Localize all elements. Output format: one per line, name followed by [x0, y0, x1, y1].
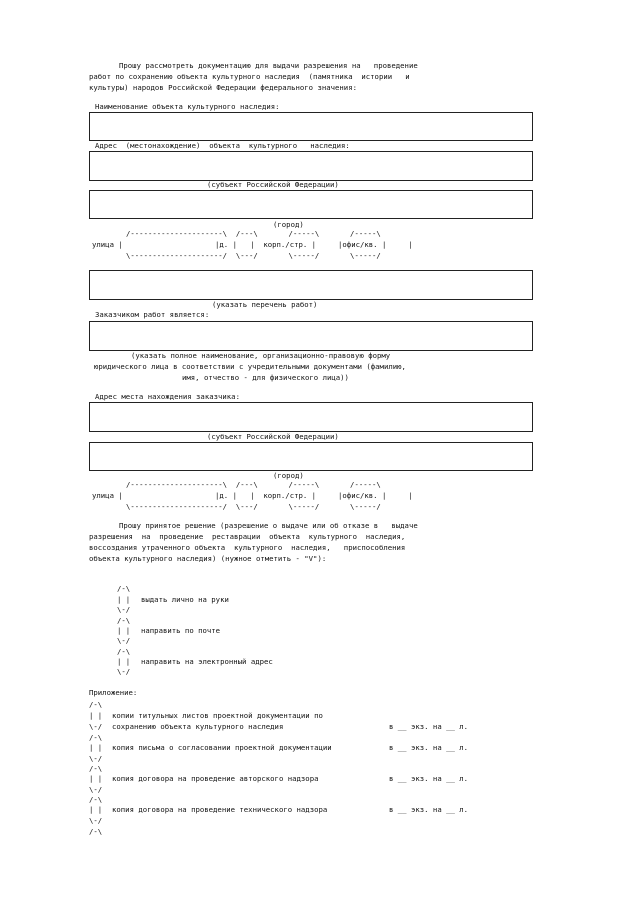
checkbox-mid[interactable]: | |	[89, 743, 103, 752]
checkbox-bottom: \-/	[117, 605, 131, 614]
customer-caption-2: юридического лица в соответствии с учредительными документами (фамилию,	[94, 362, 406, 371]
checkbox-top: /-\	[89, 795, 103, 804]
checkbox-top: /-\	[117, 616, 131, 625]
customer-address-label: Адрес места нахождения заказчика:	[95, 392, 240, 401]
delivery-label-2: направить по почте	[141, 626, 221, 635]
attachment-label-3: копия договора на проведение авторского надзора	[112, 774, 319, 783]
checkbox-bottom: \-/	[117, 667, 131, 676]
checkbox-mid[interactable]: | |	[89, 711, 103, 720]
checkbox-bottom: \-/	[89, 722, 103, 731]
city-caption-2: (город)	[273, 471, 304, 480]
decision-line-3: воссоздания утраченного объекта культурного наследия, приспособления	[89, 543, 406, 552]
street-grid-row-2[interactable]: улица | |д. | | корп./стр. | |офис/кв. | |	[92, 491, 413, 500]
decision-line-2: разрешения на проведение реставрации объекта культурного наследия,	[89, 532, 406, 541]
checkbox-mid[interactable]: | |	[117, 626, 131, 635]
subject-field-2[interactable]	[89, 442, 533, 471]
object-name-field[interactable]	[89, 112, 533, 141]
works-caption: (указать перечень работ)	[212, 300, 318, 309]
checkbox-top: /-\	[117, 584, 131, 593]
street-grid-row-1[interactable]: улица | |д. | | корп./стр. | |офис/кв. | |	[92, 240, 413, 249]
street-grid-top-1: /---------------------\ /---\ /-----\ /-----\	[126, 229, 381, 238]
subject-field-1[interactable]	[89, 190, 533, 219]
delivery-label-3: направить на электронный адрес	[141, 657, 273, 666]
attachment-label-4: копия договора на проведение технического надзора	[112, 805, 328, 814]
attachment-label-1b: сохранению объекта культурного наследия	[112, 722, 284, 731]
customer-label: Заказчиком работ является:	[95, 310, 210, 319]
checkbox-mid[interactable]: | |	[89, 805, 103, 814]
object-address-label: Адрес (местонахождение) объекта культурного наследия:	[95, 141, 350, 150]
checkbox-bottom: \-/	[89, 785, 103, 794]
customer-field[interactable]	[89, 321, 533, 351]
checkbox-bottom: \-/	[89, 754, 103, 763]
street-grid-bottom-2: \---------------------/ \---/ \-----/ \-----/	[126, 502, 381, 511]
decision-line-1: Прошу принятое решение (разрешение о выдаче или об отказе в выдаче	[119, 521, 418, 530]
checkbox-mid[interactable]: | |	[117, 595, 131, 604]
attachment-label-2: копия письма о согласовании проектной документации	[112, 743, 332, 752]
intro-line-2: работ по сохранению объекта культурного наследия (памятника истории и	[89, 72, 410, 81]
intro-line-1: Прошу рассмотреть документацию для выдачи разрешения на проведение	[119, 61, 418, 70]
street-grid-top-2: /---------------------\ /---\ /-----\ /-----\	[126, 480, 381, 489]
checkbox-top: /-\	[89, 733, 103, 742]
checkbox-top: /-\	[89, 827, 103, 836]
customer-address-field[interactable]	[89, 402, 533, 432]
city-caption-1: (город)	[273, 220, 304, 229]
street-grid-bottom-1: \---------------------/ \---/ \-----/ \-----/	[126, 251, 381, 260]
attachments-title: Приложение:	[89, 688, 138, 697]
checkbox-bottom: \-/	[117, 636, 131, 645]
attachment-qty-2[interactable]: в __ экз. на __ л.	[389, 743, 469, 752]
attachment-qty-4[interactable]: в __ экз. на __ л.	[389, 805, 469, 814]
checkbox-top: /-\	[89, 764, 103, 773]
checkbox-top: /-\	[89, 700, 103, 709]
subject-caption-2: (субъект Российской Федерации)	[207, 432, 339, 441]
intro-line-3: культуры) народов Российской Федерации федерального значения:	[89, 83, 357, 92]
object-name-label: Наименование объекта культурного наследия:	[95, 102, 280, 111]
customer-caption-3: имя, отчество - для физического лица))	[182, 373, 349, 382]
customer-caption-1: (указать полное наименование, организационно-правовую форму	[131, 351, 391, 360]
object-address-field[interactable]	[89, 151, 533, 181]
delivery-label-1: выдать лично на руки	[141, 595, 229, 604]
checkbox-mid[interactable]: | |	[117, 657, 131, 666]
checkbox-bottom: \-/	[89, 816, 103, 825]
checkbox-mid[interactable]: | |	[89, 774, 103, 783]
subject-caption-1: (субъект Российской Федерации)	[207, 180, 339, 189]
checkbox-top: /-\	[117, 647, 131, 656]
attachment-qty-1[interactable]: в __ экз. на __ л.	[389, 722, 469, 731]
attachment-qty-3[interactable]: в __ экз. на __ л.	[389, 774, 469, 783]
decision-line-4: объекта культурного наследия) (нужное отметить - "V"):	[89, 554, 327, 563]
attachment-label-1a: копии титульных листов проектной документации по	[112, 711, 323, 720]
works-list-field[interactable]	[89, 270, 533, 300]
